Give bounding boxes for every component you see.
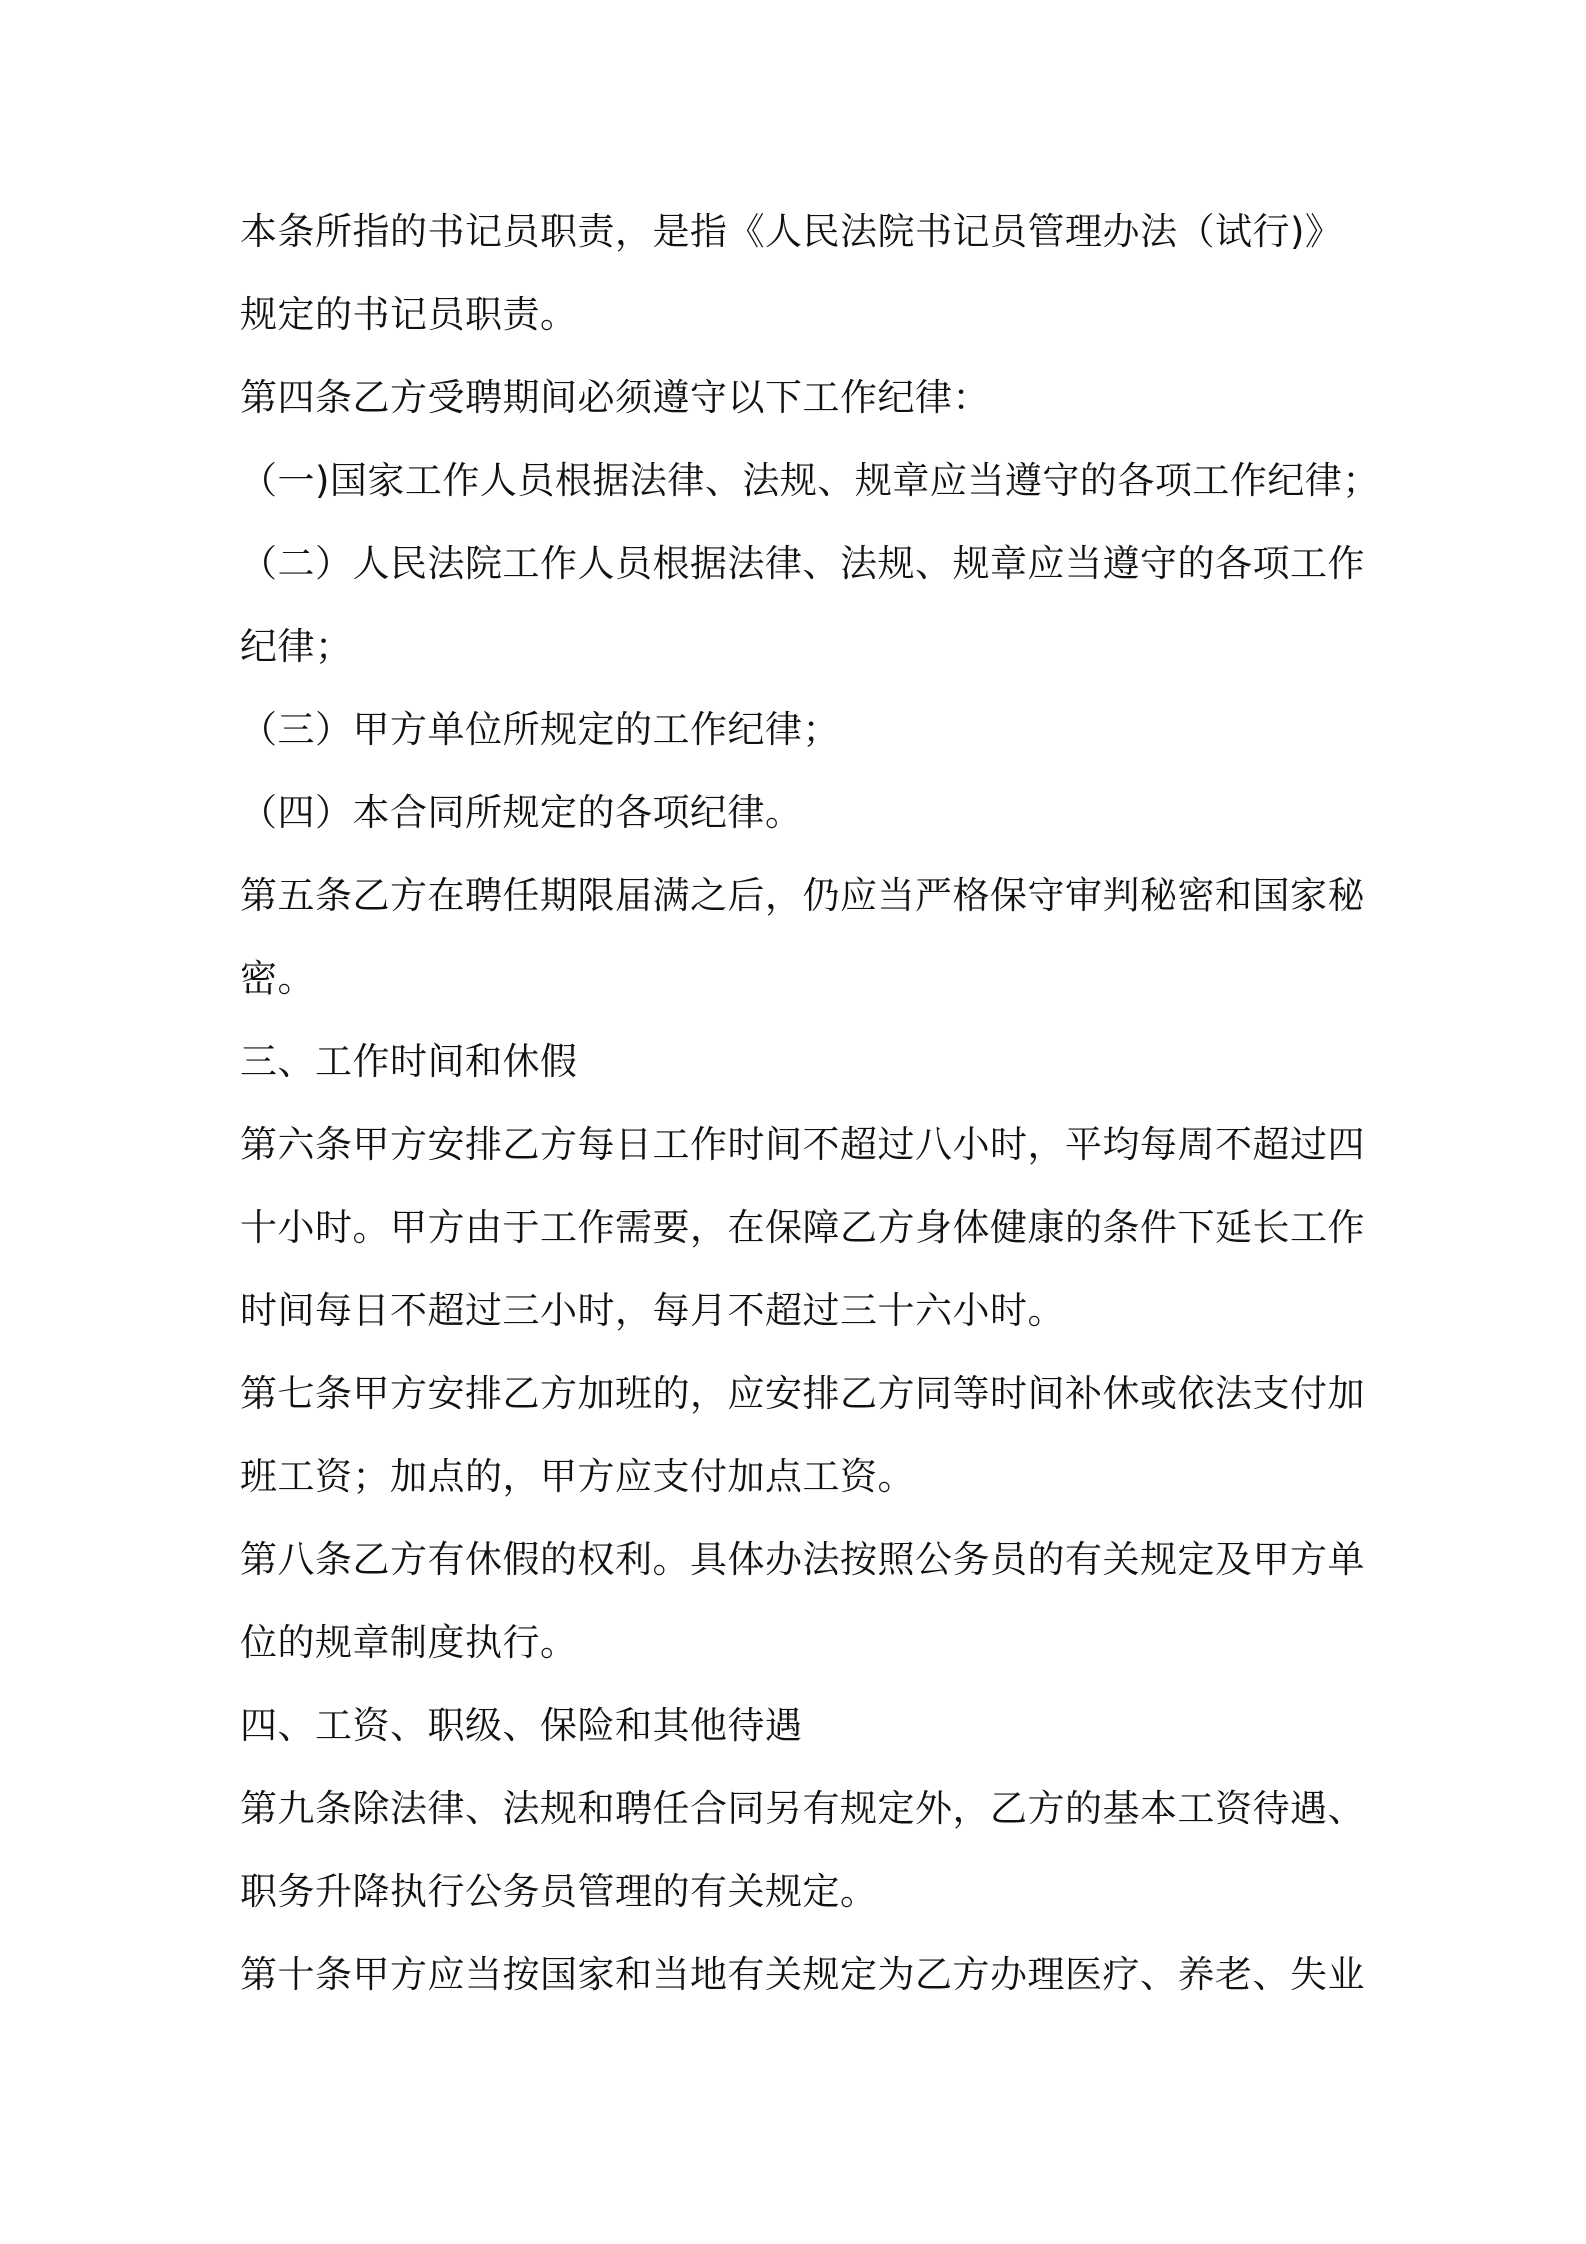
text-line: （四）本合同所规定的各项纪律。 (240, 791, 803, 834)
document-body (240, 190, 1380, 2016)
text-line: 十小时。甲方由于工作需要，在保障乙方身体健康的条件下延长工作 (240, 1206, 1365, 1249)
text-line: 第四条乙方受聘期间必须遵守以下工作纪律： (240, 376, 990, 419)
text-line: 密。 (240, 957, 315, 1000)
text-line: 位的规章制度执行。 (240, 1621, 578, 1664)
text-line: 规定的书记员职责。 (240, 293, 578, 336)
section-heading: 三、工作时间和休假 (240, 1040, 578, 1083)
text-line: 第六条甲方安排乙方每日工作时间不超过八小时，平均每周不超过四 (240, 1123, 1365, 1166)
text-line: 时间每日不超过三小时，每月不超过三十六小时。 (240, 1289, 1065, 1332)
text-line: 职务升降执行公务员管理的有关规定。 (240, 1870, 878, 1913)
text-line: （二）人民法院工作人员根据法律、法规、规章应当遵守的各项工作 (240, 542, 1365, 585)
text-line: 第七条甲方安排乙方加班的，应安排乙方同等时间补休或依法支付加 (240, 1372, 1365, 1415)
text-line: 本条所指的书记员职责，是指《人民法院书记员管理办法（试行)》 (240, 210, 1343, 253)
text-line: 纪律； (240, 625, 353, 668)
text-line: （三）甲方单位所规定的工作纪律； (240, 708, 840, 751)
text-line: 第九条除法律、法规和聘任合同另有规定外，乙方的基本工资待遇、 (240, 1787, 1365, 1830)
section-heading: 四、工资、职级、保险和其他待遇 (240, 1704, 803, 1747)
text-line: 第五条乙方在聘任期限届满之后，仍应当严格保守审判秘密和国家秘 (240, 874, 1365, 917)
text-line: 第十条甲方应当按国家和当地有关规定为乙方办理医疗、养老、失业 (240, 1953, 1365, 1996)
text-line: 第八条乙方有休假的权利。具体办法按照公务员的有关规定及甲方单 (240, 1538, 1365, 1581)
text-line: （一)国家工作人员根据法律、法规、规章应当遵守的各项工作纪律； (240, 459, 1380, 502)
text-line: 班工资；加点的，甲方应支付加点工资。 (240, 1455, 915, 1498)
